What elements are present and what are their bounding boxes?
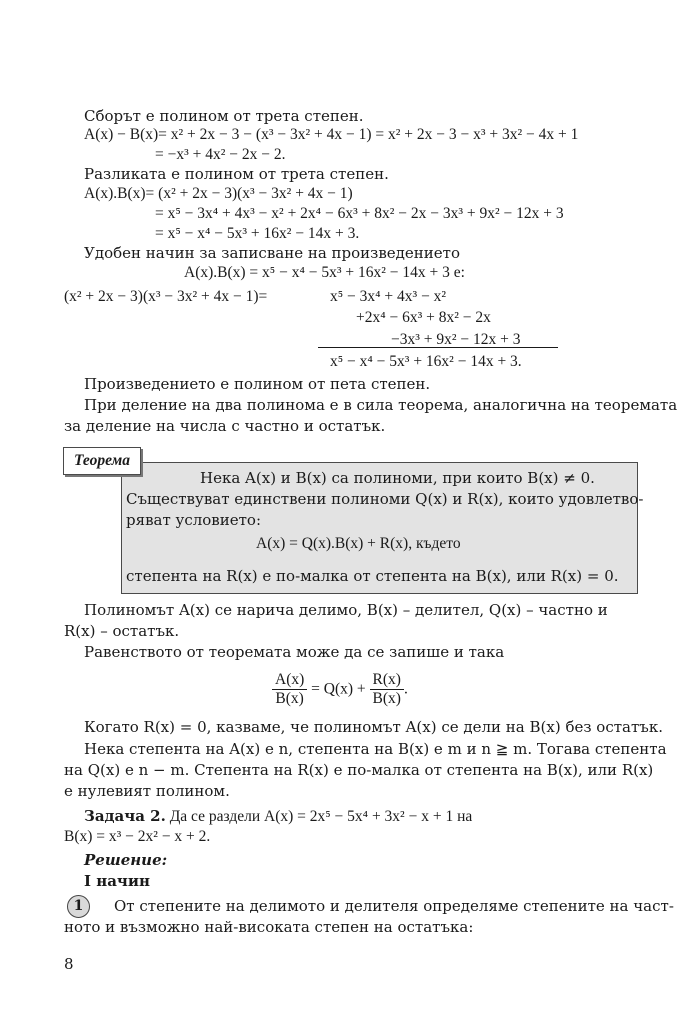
theorem-line: Съществуват единствени полиноми Q(x) и R(x), които удовлетво- — [126, 490, 644, 508]
theorem-line: ряват условието: — [126, 511, 262, 529]
page-number: 8 — [64, 955, 74, 973]
text-line: Когато R(x) = 0, казваме, че полиномът A(x) се дели на B(x) без остатък. — [84, 718, 663, 736]
formula-line: +2x⁴ − 6x³ + 8x² − 2x — [356, 309, 491, 326]
task-label: Задача 2. — [84, 807, 166, 825]
theorem-label: Теорема — [63, 447, 141, 475]
theorem-line: степента на R(x) е по-малка от степента на B(x), или R(x) = 0. — [126, 567, 619, 585]
text-line: Разликата е полином от трета степен. — [84, 165, 389, 183]
text-line: R(x) – остатък. — [64, 622, 180, 640]
theorem-formula: A(x) = Q(x).B(x) + R(x), където — [256, 535, 461, 552]
text-line: При деление на два полинома е в сила теорема, аналогична на теоремата — [84, 396, 678, 414]
text-line: ното и възможно най-високата степен на остатъка: — [64, 918, 474, 936]
theorem-line: Нека A(x) и B(x) са полиноми, при които B(x) ≠ 0. — [200, 469, 595, 487]
text-line: Нека степента на A(x) е n, степента на B(x) е m и n ≧ m. Тогава степента — [84, 740, 667, 758]
text-line: От степените на делимото и делителя определяме степените на част- — [114, 897, 674, 915]
fraction-equation: $\frac{A(x)}{B(x)}$ = Q(x) + $\frac{R(x)}{B(x)}$ . — [272, 670, 408, 708]
text-line: Удобен начин за записване на произведението — [84, 244, 460, 262]
text-line: на Q(x) е n − m. Степента на R(x) е по-малка от степента на B(x), или R(x) — [64, 761, 654, 779]
formula-line: A(x) − B(x)= x² + 2x − 3 − (x³ − 3x² + 4x − 1) = x² + 2x − 3 − x³ + 3x² − 4x + 1 — [84, 126, 579, 143]
formula-line: = x⁵ − x⁴ − 5x³ + 16x² − 14x + 3. — [155, 225, 360, 242]
text-line: Произведението е полином от пета степен. — [84, 375, 431, 393]
solution-heading: Решение: — [84, 851, 168, 869]
text-line: Сборът е полином от трета степен. — [84, 107, 364, 125]
text-line: за деление на числа с частно и остатък. — [64, 417, 386, 435]
formula-line: −3x³ + 9x² − 12x + 3 — [391, 331, 521, 348]
fraction-r-over-b: $\frac{R(x)}{B(x)}$ — [370, 671, 404, 708]
formula-line: = −x³ + 4x² − 2x − 2. — [155, 146, 286, 163]
formula-line: = x⁵ − 3x⁴ + 4x³ − x² + 2x⁴ − 6x³ + 8x² − 2x − 3x³ + 9x² − 12x + 3 — [155, 205, 564, 222]
formula-line: A(x).B(x)= (x² + 2x − 3)(x³ − 3x² + 4x − 1) — [84, 185, 353, 202]
formula-line: x⁵ − x⁴ − 5x³ + 16x² − 14x + 3. — [330, 353, 522, 370]
text-line: Равенството от теоремата може да се запише и така — [84, 643, 505, 661]
formula-line: x⁵ − 3x⁴ + 4x³ − x² — [330, 288, 447, 305]
formula-line: (x² + 2x − 3)(x³ − 3x² + 4x − 1)= — [64, 288, 268, 305]
sum-rule-line — [318, 347, 558, 348]
text-line: Полиномът A(x) се нарича делимо, B(x) – делител, Q(x) – частно и — [84, 601, 608, 619]
text-line: е нулевият полином. — [64, 782, 230, 800]
task-line: Задача 2. Да се раздели A(x) = 2x⁵ − 5x⁴ + 3x² − x + 1 на — [84, 807, 473, 825]
step-number-badge: 1 — [67, 895, 90, 918]
task-line: B(x) = x³ − 2x² − x + 2. — [64, 828, 211, 845]
method-heading: I начин — [84, 872, 151, 890]
formula-line: A(x).B(x) = x⁵ − x⁴ − 5x³ + 16x² − 14x + 3 е: — [184, 264, 465, 281]
fraction-a-over-b: $\frac{A(x)}{B(x)}$ — [272, 671, 307, 708]
